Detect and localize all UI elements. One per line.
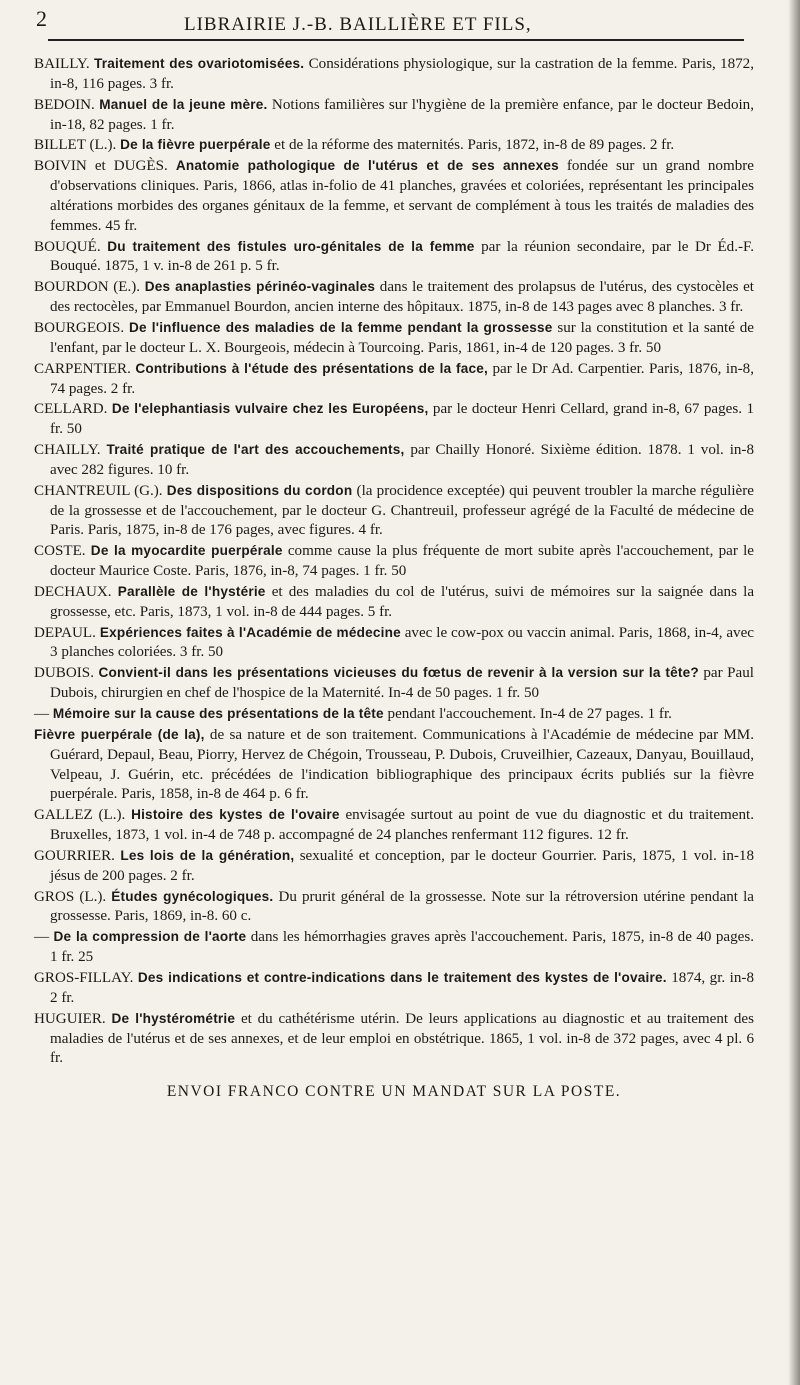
entry-title: Contributions à l'étude des présentations de la face, <box>135 360 489 376</box>
entry-details: 1874, gr. in-8 2 fr. <box>50 969 754 1006</box>
footer-notice: ENVOI FRANCO CONTRE UN MANDAT SUR LA POSTE. <box>166 1083 622 1101</box>
entry-title: De la fièvre puerpérale <box>120 137 271 153</box>
entry-title: De l'hystérométrie <box>111 1010 236 1026</box>
entry-details: dans le traitement des prolapsus de l'utérus, des cystocèles et des rectocèles, par Emmanuel Bourdon, ancien interne des hôpitaux. 1875, in-8 de 143 pages avec 8 planches. 3 fr. <box>50 279 754 316</box>
entry-title: Traitement des ovariotomisées. <box>93 56 305 71</box>
entry-author: CHAILLY. <box>34 442 101 459</box>
entry-title: Histoire des kystes de l'ovaire <box>131 807 340 823</box>
entry-title: Fièvre puerpérale (de la), <box>34 726 205 742</box>
catalog-entry <box>34 95 754 136</box>
entry-author: GOURRIER. <box>34 847 115 864</box>
entry-author: BOUQUÉ. <box>34 238 101 255</box>
entry-details: et du cathétérisme utérin. De leurs applications au diagnostic et au traitement des maladies de l'utérus et de ses annexes, et de leur emploi en obstétrique. 1865, 1 vol. in-8 de 372 pages, avec 4 pl. 6 fr. <box>50 1010 755 1067</box>
entry-details: envisagée surtout au point de vue du diagnostic et du traitement. Bruxelles, 1873, 1 vol. in-4 de 748 p. accompagné de 24 planches renfermant 112 figures. 12 fr. <box>50 807 754 844</box>
catalog-entry <box>34 277 754 318</box>
entry-author: CELLARD. <box>34 401 108 418</box>
catalog-entry <box>34 135 754 156</box>
entry-details: comme cause la plus fréquente de mort subite après l'accouchement, par le docteur Maurice Coste. Paris, 1876, in-8, 74 pages. 1 fr. 50 <box>50 543 754 580</box>
entry-title: Anatomie pathologique de l'utérus et de ses annexes <box>175 158 559 174</box>
entry-author: CHANTREUIL (G.). <box>34 482 163 499</box>
entry-author: — <box>34 929 50 946</box>
catalog-entry <box>34 481 754 542</box>
entry-title: Manuel de la jeune mère. <box>99 96 268 112</box>
entry-details: par Paul Dubois, chirurgien en chef de l'hospice de la Maternité. In-4 de 50 pages. 1 fr. 50 <box>50 665 754 702</box>
entry-author: DECHAUX. <box>34 583 112 600</box>
catalog-entry <box>34 237 754 278</box>
entry-title: De l'influence des maladies de la femme pendant la grossesse <box>128 319 553 335</box>
entry-author: HUGUIER. <box>34 1010 106 1027</box>
entry-title: Études gynécologiques. <box>111 888 274 904</box>
catalog-entry <box>34 805 754 846</box>
entry-details: sur la constitution et la santé de l'enfant, par le docteur L. X. Bourgeois, médecin à Tourcoing. Paris, 1861, in-4 de 120 pages. 3 fr. 50 <box>50 319 754 356</box>
entry-details: Du prurit général de la grossesse. Note sur la rétroversion utérine pendant la grossesse. Paris, 1869, in-8. 60 c. <box>50 888 754 925</box>
entry-author: GALLEZ (L.). <box>34 807 126 824</box>
entry-author: BILLET (L.). <box>34 137 117 154</box>
header-rule <box>48 39 744 41</box>
catalog-entry <box>34 54 754 95</box>
entry-title: De la compression de l'aorte <box>53 929 247 945</box>
entry-author: BOURGEOIS. <box>34 319 125 336</box>
catalog-entry <box>34 704 754 725</box>
entry-details: par le docteur Henri Cellard, grand in-8, 67 pages. 1 fr. 50 <box>50 401 754 438</box>
catalog-entry <box>34 725 754 805</box>
entry-details: par le Dr Ad. Carpentier. Paris, 1876, in-8, 74 pages. 2 fr. <box>50 360 754 397</box>
entry-details: et de la réforme des maternités. Paris, 1872, in-8 de 89 pages. 2 fr. <box>274 137 675 154</box>
entry-author: DUBOIS. <box>34 665 94 682</box>
catalog-entry <box>34 318 754 359</box>
catalog-entry <box>34 1009 754 1070</box>
page-number: 2 <box>36 6 47 31</box>
catalog-entry <box>34 440 754 481</box>
entry-title: Des anaplasties périnéo-vaginales <box>144 279 376 295</box>
entry-author: BOIVIN et DUGÈS. <box>34 158 168 175</box>
catalog-entry <box>34 399 754 440</box>
entry-details: pendant l'accouchement. In-4 de 27 pages. 1 fr. <box>387 706 672 722</box>
entry-details: Considérations physiologique, sur la castration de la femme. Paris, 1872, in-8, 116 pages. 3 fr. <box>50 56 754 92</box>
entry-title: De la myocardite puerpérale <box>90 543 283 559</box>
entry-title: Des indications et contre-indications dans le traitement des kystes de l'ovaire. <box>137 969 667 985</box>
entry-details: par la réunion secondaire, par le Dr Éd.-F. Bouqué. 1875, 1 v. in-8 de 261 p. 5 fr. <box>50 238 754 275</box>
entry-title: Convient-il dans les présentations vicieuses du fœtus de revenir à la version sur la tête? <box>98 665 699 681</box>
entry-title: Expériences faites à l'Académie de médecine <box>99 624 401 640</box>
entry-details: et des maladies du col de l'utérus, suivi de mémoires sur la saignée dans la grossesse, etc. Paris, 1873, 1 vol. in-8 de 444 pages. 5 fr. <box>50 583 755 620</box>
entry-title: Parallèle de l'hystérie <box>117 583 266 599</box>
catalog-entries <box>34 54 754 1069</box>
entry-title: De l'elephantiasis vulvaire chez les Européens, <box>111 401 429 417</box>
entry-details: avec le cow-pox ou vaccin animal. Paris, 1868, in-4, avec 3 planches coloriées. 3 fr. 50 <box>50 624 755 661</box>
entry-author: BEDOIN. <box>34 96 95 113</box>
entry-details: fondée sur un grand nombre d'observations cliniques. Paris, 1866, atlas in-folio de 41 planches, gravées et coloriées, représentant les principales altérations morbides des organes génitaux de la femme, et servant de complément à tous les traités de maladies des femmes. 45 fr. <box>50 158 754 234</box>
catalog-entry <box>34 663 754 704</box>
page-header <box>34 6 754 40</box>
entry-title: Mémoire sur la cause des présentations de la tête <box>52 706 384 721</box>
catalog-entry <box>34 887 754 928</box>
entry-details: Notions familières sur l'hygiène de la première enfance, par le docteur Bedoin, in-18, 82 pages. 1 fr. <box>50 96 755 133</box>
entry-author: COSTE. <box>34 543 86 560</box>
catalog-entry <box>34 156 754 236</box>
entry-title: Traité pratique de l'art des accouchements, <box>106 442 405 458</box>
page-edge-shadow <box>788 0 800 1385</box>
entry-author: BOURDON (E.). <box>34 279 141 296</box>
entry-title: Les lois de la génération, <box>120 847 295 863</box>
entry-author: DEPAUL. <box>34 624 96 641</box>
entry-details: de sa nature et de son traitement. Communications à l'Académie de médecine par MM. Guérard, Depaul, Beau, Piorry, Hervez de Chégoin, Trousseau, P. Dubois, Cruveilhier, Cazeaux, Danyau, Bouillaud, Velpeau, J. Guérin, etc. précédées de l'indication bibliographique des principaux écrits publiés sur la fièvre puerpérale. Paris, 1858, in-8 de 464 p. 6 fr. <box>50 726 754 803</box>
catalog-entry <box>34 968 754 1009</box>
entry-author: GROS (L.). <box>34 888 107 905</box>
entry-title: Du traitement des fistules uro-génitales de la femme <box>107 238 475 254</box>
entry-title: Des dispositions du cordon <box>166 482 353 498</box>
entry-author: BAILLY. <box>34 56 90 72</box>
catalog-entry <box>34 541 754 582</box>
catalog-entry <box>34 623 754 664</box>
entry-author: GROS-FILLAY. <box>34 969 134 986</box>
entry-details: (la procidence exceptée) qui peuvent troubler la marche régulière de la grossesse et de l'accouchement, par le docteur G. Chantreuil, professeur agrégé de la Faculté de médecine de Paris. Paris, 1875, in-8 de 176 pages, avec figures. 4 fr. <box>50 482 754 539</box>
entry-details: par Chailly Honoré. Sixième édition. 1878. 1 vol. in-8 avec 282 figures. 10 fr. <box>50 442 755 478</box>
entry-details: dans les hémorrhagies graves après l'accouchement. Paris, 1875, in-8 de 40 pages. 1 fr. 25 <box>50 929 755 966</box>
catalog-entry <box>34 927 754 968</box>
catalog-entry <box>34 582 754 623</box>
catalog-entry <box>34 359 754 400</box>
entry-author: CARPENTIER. <box>34 360 131 377</box>
entry-details: sexualité et conception, par le docteur Gourrier. Paris, 1875, 1 vol. in-18 jésus de 200 pages. 2 fr. <box>50 847 754 884</box>
catalog-entry <box>34 846 754 887</box>
entry-author: — <box>34 706 50 722</box>
running-head: LIBRAIRIE J.-B. BAILLIÈRE ET FILS, <box>184 14 532 35</box>
